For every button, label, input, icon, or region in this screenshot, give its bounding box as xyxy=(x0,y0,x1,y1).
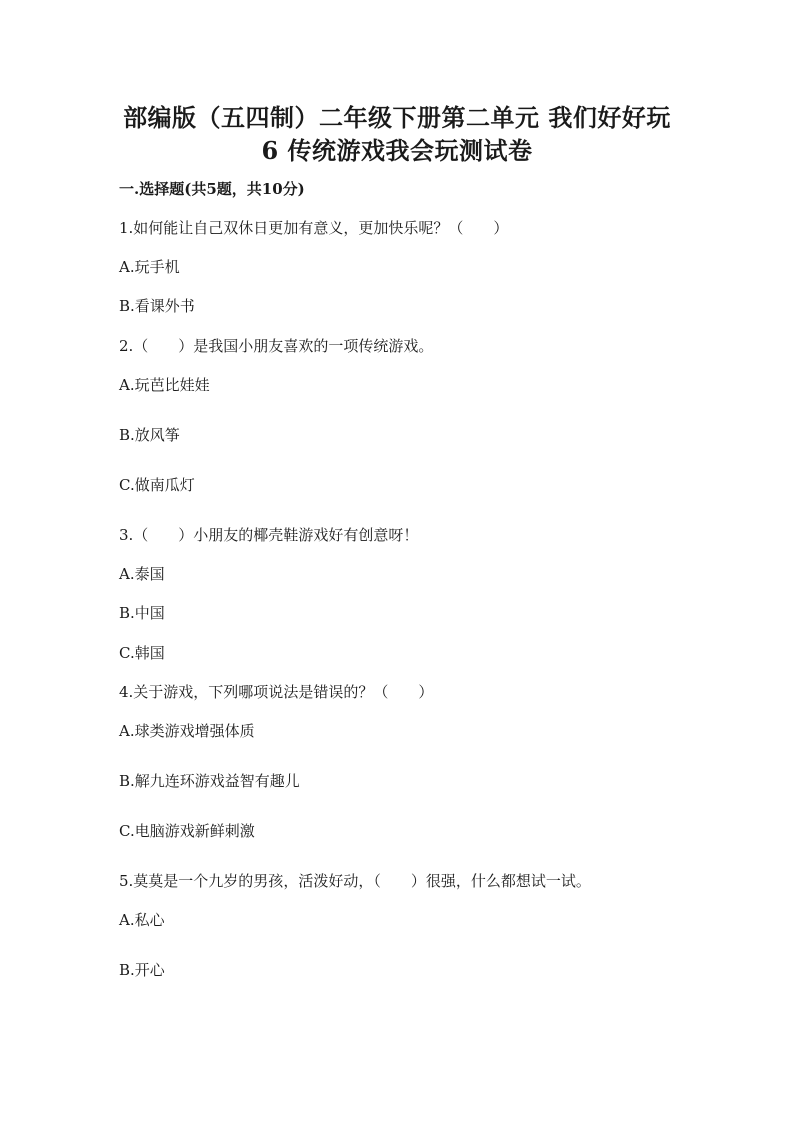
question-4-option-a: A.球类游戏增强体质 xyxy=(119,722,255,740)
question-2-option-b: B.放风筝 xyxy=(119,426,180,444)
question-4-option-b: B.解九连环游戏益智有趣儿 xyxy=(119,772,300,790)
question-3-option-a: A.泰国 xyxy=(119,565,165,583)
question-4-option-c: C.电脑游戏新鲜刺激 xyxy=(119,822,255,840)
question-5-option-a: A.私心 xyxy=(119,911,165,929)
question-5-option-b: B.开心 xyxy=(119,961,165,979)
question-1-option-b: B.看课外书 xyxy=(119,297,195,315)
exam-title-line-1: 部编版（五四制）二年级下册第二单元 我们好好玩 xyxy=(123,103,671,132)
question-5-stem: 5.莫莫是一个九岁的男孩，活泼好动，（ ）很强，什么都想试一试。 xyxy=(119,872,591,890)
question-3-option-c: C.韩国 xyxy=(119,644,165,662)
question-4-stem: 4.关于游戏，下列哪项说法是错误的？（ ） xyxy=(119,683,434,701)
question-1-option-a: A.玩手机 xyxy=(119,258,180,276)
section-heading: 一.选择题(共5题，共10分) xyxy=(119,180,305,198)
question-3-option-b: B.中国 xyxy=(119,604,165,622)
question-1-stem: 1.如何能让自己双休日更加有意义，更加快乐呢？（ ） xyxy=(119,219,509,237)
question-2-option-c: C.做南瓜灯 xyxy=(119,476,195,494)
question-2-option-a: A.玩芭比娃娃 xyxy=(119,376,210,394)
question-3-stem: 3.（ ）小朋友的椰壳鞋游戏好有创意呀！ xyxy=(119,526,419,544)
question-2-stem: 2.（ ）是我国小朋友喜欢的一项传统游戏。 xyxy=(119,337,434,355)
exam-title-line-2: 6 传统游戏我会玩测试卷 xyxy=(261,136,533,165)
